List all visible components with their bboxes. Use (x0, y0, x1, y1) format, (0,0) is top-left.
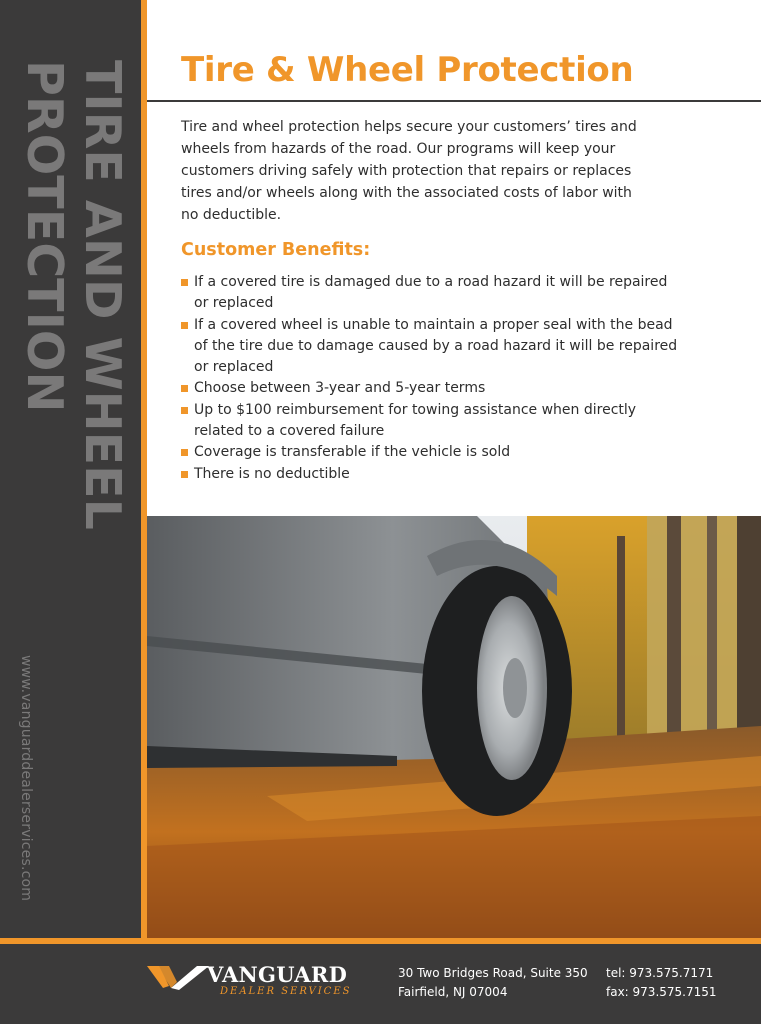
benefits-heading: Customer Benefits: (181, 240, 371, 260)
footer-contact (606, 964, 717, 1002)
bullet-square-icon (181, 385, 188, 392)
address-line1: 30 Two Bridges Road, Suite 350 (398, 966, 588, 980)
intro-paragraph: Tire and wheel protection helps secure your customers’ tires and wheels from hazards of the road. Our programs will keep your customers driving safely with protection that repairs or replaces tires and/or wheels along with the associated costs of labor with no deductible. (181, 119, 637, 223)
bullet-square-icon (181, 322, 188, 329)
benefit-text: There is no deductible (194, 465, 350, 482)
bullet-square-icon (181, 449, 188, 456)
benefit-item (181, 272, 681, 315)
benefit-text: Up to $100 reimbursement for towing assistance when directly related to a covered failure (194, 401, 637, 440)
sidebar-title-line1: TIRE AND WHEEL (74, 60, 131, 530)
sidebar-vertical-title (15, 60, 131, 530)
benefits-list (181, 272, 681, 485)
fax: fax: 973.575.7151 (606, 985, 717, 999)
benefit-item (181, 378, 681, 399)
page-title: Tire & Wheel Protection (181, 50, 634, 90)
footer-address (398, 964, 588, 1002)
vanguard-logo-chevron-icon (147, 964, 209, 990)
telephone[interactable]: tel: 973.575.7171 (606, 966, 714, 980)
footer (0, 938, 761, 1024)
benefit-item (181, 464, 681, 485)
bullet-square-icon (181, 471, 188, 478)
car-tire-autumn-photo (147, 516, 761, 938)
benefit-item (181, 400, 681, 443)
benefit-item (181, 315, 681, 379)
sidebar (0, 0, 141, 938)
benefit-item (181, 442, 681, 463)
address-line2: Fairfield, NJ 07004 (398, 985, 508, 999)
vanguard-logo (147, 960, 377, 1004)
benefit-text: Coverage is transferable if the vehicle is sold (194, 444, 511, 461)
footer-accent-stripe (0, 938, 761, 944)
benefit-text: If a covered tire is damaged due to a road hazard it will be repaired or replaced (194, 274, 668, 312)
benefit-text: If a covered wheel is unable to maintain a proper seal with the bead of the tire due to damage caused by a road hazard it will be repaired or replaced (194, 316, 678, 376)
sidebar-website-url[interactable]: www.vanguarddealerservices.com (18, 655, 34, 902)
sidebar-title-line2: PROTECTION (16, 60, 73, 413)
bullet-square-icon (181, 279, 188, 286)
benefit-text: Choose between 3-year and 5-year terms (194, 380, 486, 397)
bullet-square-icon (181, 407, 188, 414)
title-divider (147, 100, 761, 102)
logo-subtitle: DEALER SERVICES (220, 986, 352, 997)
logo-name: VANGUARD (207, 962, 348, 987)
